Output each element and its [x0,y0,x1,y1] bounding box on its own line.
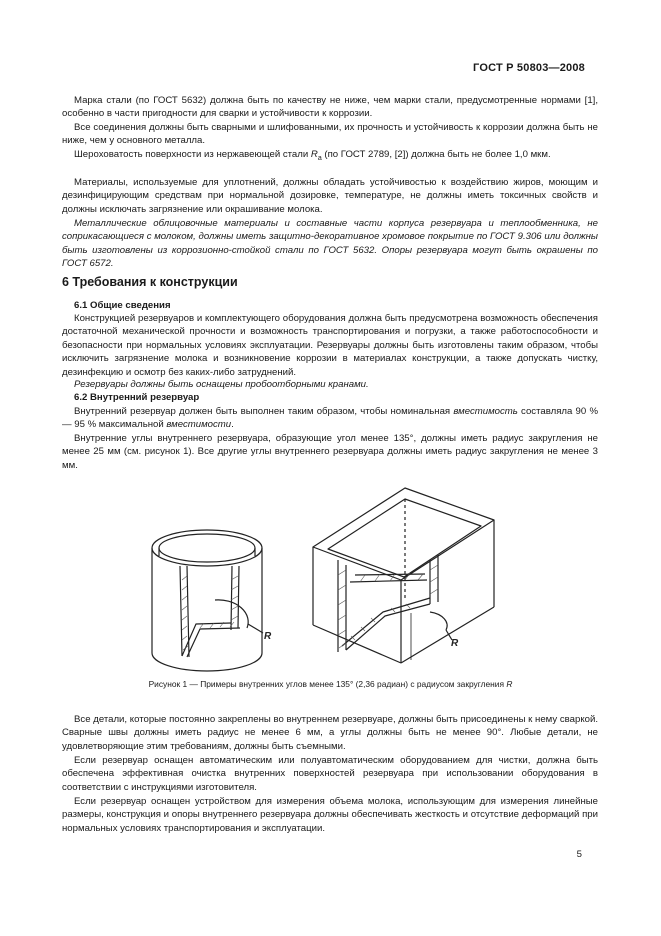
paragraph-cladding: Металлические облицовочные материалы и составные части корпуса резервуара и теплообменника, не соприкасающиеся с молоком, должны иметь защитно-декоративное хромовое покрытие по ГОСТ 9.306 или должны быть изготовлены из коррозионно-стойкой стали по ГОСТ 5632. Опоры резервуара могут быть окрашены по ГОСТ 6572. [62,218,598,270]
paragraph-seals: Материалы, используемые для уплотнений, должны обладать устойчивостью к воздействию жиров, моющим и дезинфицирующим средствам при нормальной дозировке, температуре, не должны иметь токсичных свойств и должны исключать загрязнение или окрашивание молока. [62,177,598,215]
capacity-text-3: . [231,419,234,431]
section-6-2-heading: 6.2 Внутренний резервуар [74,392,200,403]
cylinder-tank [152,530,263,671]
capacity-text-1: Внутренний резервуар должен быть выполнен таким образом, чтобы номинальная [74,406,454,417]
paragraph-steel-grade: Марка стали (по ГОСТ 5632) должна быть по качеству не ниже, чем марки стали, предусмотренные нормами [1], особенно в части пригодности для сварки и устойчивости к коррозии. [62,95,598,120]
capacity-italic-1: вместимость [453,406,518,417]
section-6-1-heading: 6.1 Общие сведения [74,300,171,311]
paragraph-joints: Все соединения должны быть сварными и шлифованными, их прочность и устойчивость к коррозии должна быть не ниже, чем у основного металла. [62,122,598,147]
paragraph-corner-radius: Внутренние углы внутреннего резервуара, образующие угол менее 135°, должны иметь радиус закругления не менее 25 мм (см. рисунок 1). Все другие углы внутреннего резервуара должны иметь радиус закругления не менее 3 мм. [62,433,598,471]
caption-text: Рисунок 1 — Примеры внутренних углов менее 135° (2,36 радиан) с радиусом закругления [148,679,507,689]
paragraph-welded-parts: Все детали, которые постоянно закреплены во внутреннем резервуаре, должны быть присоединены к нему сваркой. Сварные швы должны иметь радиус не менее 6 мм, а углы должны быть не менее 90°. Любые детали, не удовлетворяющие этим требованиям, должны быть съемными. [62,714,598,752]
document-header: ГОСТ Р 50803—2008 [473,62,585,74]
paragraph-general-info: Конструкцией резервуаров и комплектующего оборудования должна быть предусмотрена возможность обеспечения достаточной механической прочности и возможность транспортирования и погрузки, а также работоспособности и безопасности при нормальных условиях эксплуатации. Резервуары должны быть изготовлены таким образом, чтобы исключить загрязнение молока и возникновение коррозии в материалах конструкции, а также допускать чистку, дезинфекцию и осмотр без каких-либо затруднений. [62,313,598,378]
paragraph-measuring: Если резервуар оснащен устройством для измерения объема молока, использующим для измерения линейные размеры, конструкция и опоры внутреннего резервуара должны обеспечивать жесткость и отсутствие деформаций при нормальных условиях транспортирования и эксплуатации. [62,796,598,834]
rectangular-tank [313,488,494,663]
capacity-italic-2: вместимости [166,419,232,431]
capacity-text-2: составляла 90 % — 95 % максимальной [62,406,598,431]
roughness-text-start: Шероховатость поверхности из нержавеющей стали [74,149,311,160]
radius-label-cylinder: R [264,631,272,642]
roughness-symbol: R [310,149,318,160]
caption-symbol: R [506,679,513,689]
figure-1-caption [0,679,661,689]
roughness-text-end: (по ГОСТ 2789, [2]) должна быть не более 1,0 мкм. [321,149,551,160]
radius-label-box: R [451,638,459,649]
paragraph-sampling-valves: Резервуары должны быть оснащены пробоотборными кранами. [74,379,369,390]
section-6-heading: 6 Требования к конструкции [62,275,238,289]
roughness-subscript: a [317,154,322,162]
paragraph-cleaning: Если резервуар оснащен автоматическим или полуавтоматическим оборудованием для чистки, должна быть обеспечена эффективная очистка внутренних поверхностей резервуара при использовании оборудования в соответствии с инструкциями изготовителя. [62,755,598,793]
page-number: 5 [576,849,582,860]
